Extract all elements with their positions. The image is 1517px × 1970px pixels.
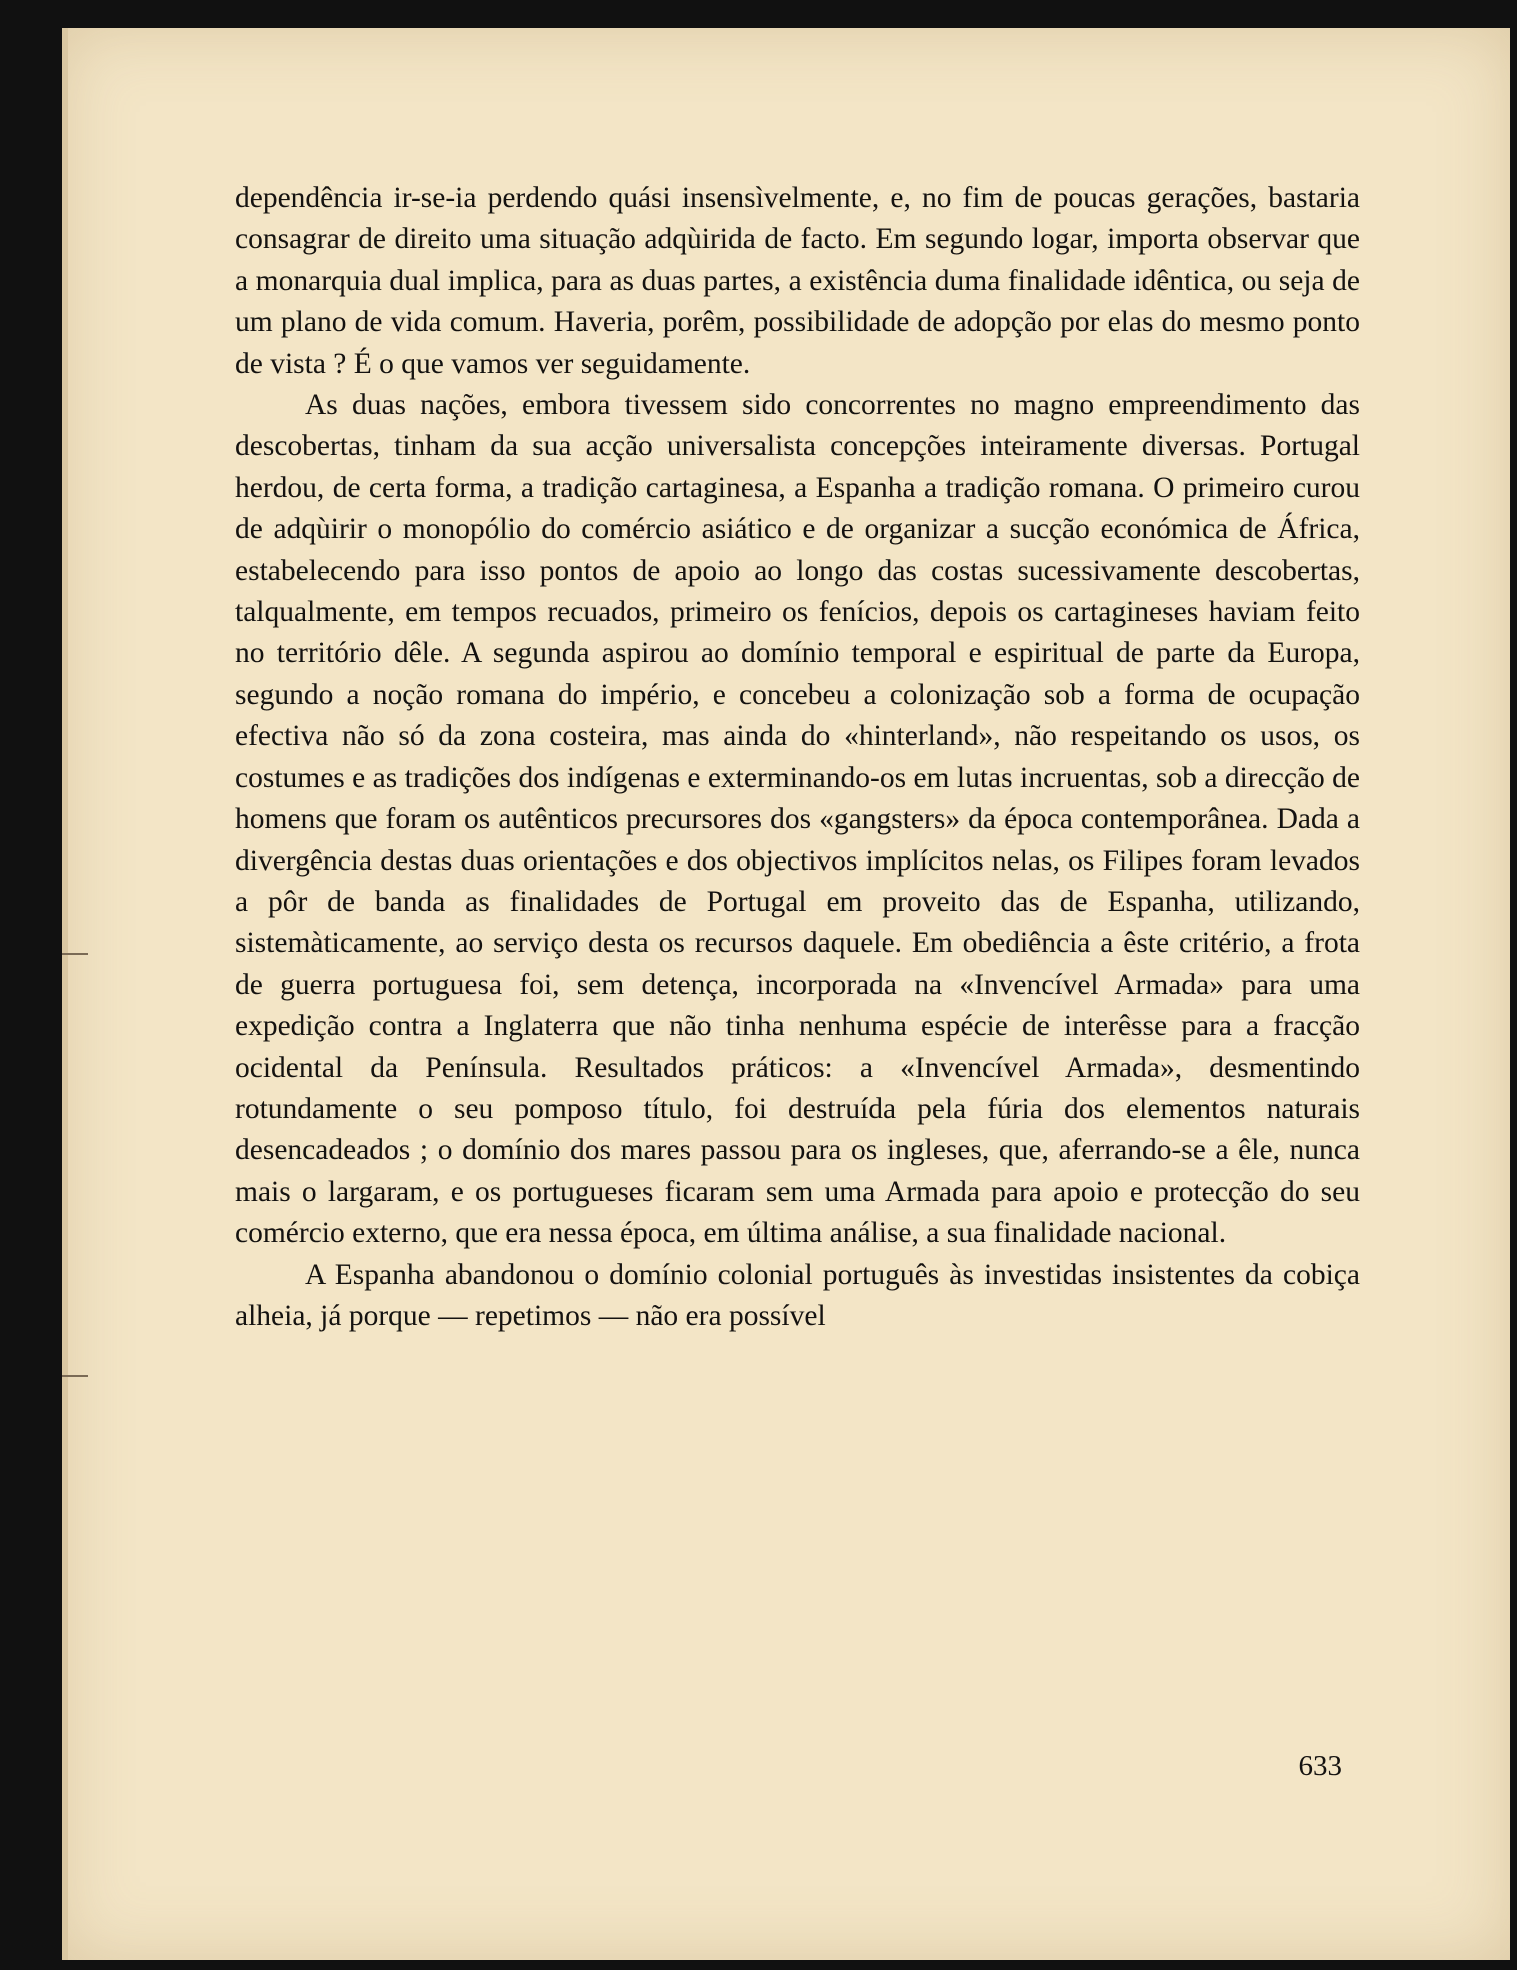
binding-mark [62, 953, 88, 955]
binding-mark [62, 1375, 88, 1377]
page-number: 633 [1298, 1750, 1342, 1782]
paragraph: A Espanha abandonou o domínio colonial português às investidas insistentes da cobiça alheia, já porque — repetimos — não era possível [235, 1258, 1360, 1332]
paragraph: dependência ir-se-ia perdendo quási insensìvelmente, e, no fim de poucas gerações, bastaria consagrar de direito uma situação adqùirida de facto. Em segundo logar, importa observar que a monarquia dual implica, para as duas partes, a existência duma finalidade idêntica, ou seja de um plano de vida comum. Haveria, porêm, possibilidade de adopção por elas do mesmo ponto de vista ? É o que vamos ver seguidamente. [235, 182, 1360, 380]
paragraph: As duas nações, embora tivessem sido concorrentes no magno empreendimento das descobertas, tinham da sua acção universalista concepções inteiramente diversas. Portugal herdou, de certa forma, a tradição cartaginesa, a Espanha a tradição romana. O primeiro curou de adqùirir o monopólio do comércio asiático e de organizar a sucção económica de África, estabelecendo para isso pontos de apoio ao longo das costas sucessivamente descobertas, talqualmente, em tempos recuados, primeiro os fenícios, depois os cartagineses haviam feito no território dêle. A segunda aspirou ao domínio temporal e espiritual de parte da Europa, segundo a noção romana do império, e concebeu a colonização sob a forma de ocupação efectiva não só da zona costeira, mas ainda do «hinterland», não respeitando os usos, os costumes e as tradições dos indígenas e exterminando-os em lutas incruentas, sob a direcção de homens que foram os autênticos precursores dos «gangsters» da época contemporânea. Dada a divergência destas duas orientações e dos objectivos implícitos nelas, os Filipes foram levados a pôr de banda as finalidades de Portugal em proveito das de Espanha, utilizando, sistemàticamente, ao serviço desta os recursos daquele. Em obediência a êste critério, a frota de guerra portuguesa foi, sem detença, incorporada na «Invencível Armada» para uma expedição contra a Inglaterra que não tinha nenhuma espécie de interêsse para a fracção ocidental da Península. Resultados práticos: a «Invencível Armada», desmentindo rotundamente o seu pomposo título, foi destruída pela fúria dos elementos naturais desencadeados ; o domínio dos mares passou para os ingleses, que, aferrando-se a êle, nunca mais o largaram, e os portugueses ficaram sem uma Armada para apoio e protecção do seu comércio externo, que era nessa época, em última análise, a sua finalidade nacional. [235, 389, 1360, 1250]
book-page [62, 28, 1510, 1960]
body-text [235, 178, 1360, 1337]
page-fold [62, 28, 68, 1960]
